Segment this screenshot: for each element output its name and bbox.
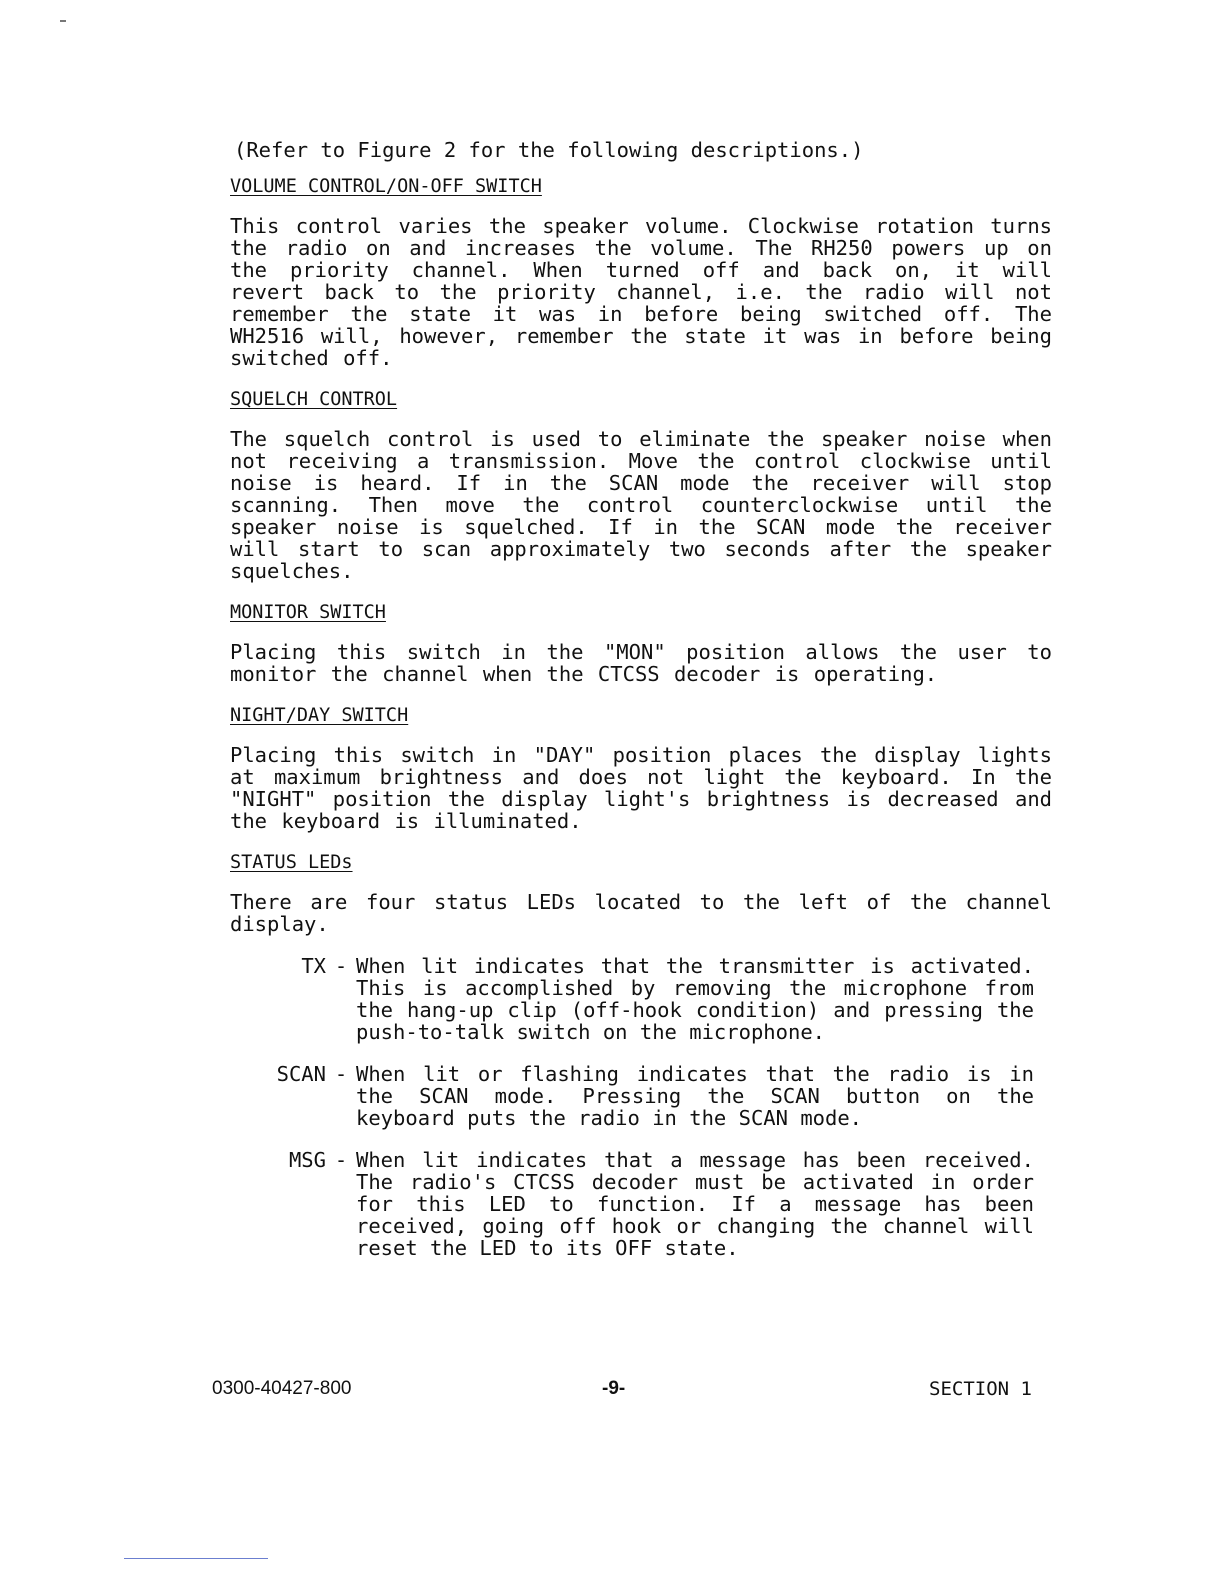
section-monitor	[222, 602, 1052, 685]
section-heading: VOLUME CONTROL/ON-OFF SWITCH	[230, 176, 542, 197]
led-dash: -	[334, 1062, 348, 1086]
section-heading: SQUELCH CONTROL	[230, 389, 398, 410]
led-dash: -	[334, 1148, 348, 1172]
bottom-rule	[124, 1558, 268, 1559]
led-label: TX	[301, 954, 326, 978]
page-footer	[212, 1378, 1032, 1408]
section-heading: MONITOR SWITCH	[230, 602, 386, 623]
document-number: 0300-40427-800	[212, 1378, 352, 1399]
section-heading: STATUS LEDs	[230, 852, 353, 873]
section-status-leds	[222, 852, 1052, 935]
section-heading: NIGHT/DAY SWITCH	[230, 705, 409, 726]
led-label: MSG	[288, 1148, 326, 1172]
led-description: When lit indicates that a message has been received. The radio's CTCSS decoder must be activated in order for this LED to function. If a message has been received, going off hook or changing the channel will reset the LED to its OFF state.	[356, 1148, 1034, 1260]
section-squelch	[222, 389, 1052, 582]
section-paragraph: Placing this switch in the "MON" position allows the user to monitor the channel when the CTCSS decoder is operating.	[230, 640, 1052, 686]
intro-text: (Refer to Figure 2 for the following descriptions.)	[234, 138, 864, 162]
section-volume	[222, 176, 1052, 369]
document-page	[222, 138, 1052, 1279]
led-dash: -	[334, 954, 348, 978]
section-paragraph: The squelch control is used to eliminate the speaker noise when not receiving a transmission. Move the control clockwise until noise is heard. If in the SCAN mode the receiver will stop scanning. Then move the control counterclockwise until the speaker noise is squelched. If in the SCAN mode the receiver will start to scan approximately two seconds after the speaker squelches.	[230, 427, 1052, 583]
section-paragraph: There are four status LEDs located to the left of the channel display.	[230, 890, 1052, 936]
scan-mark	[60, 20, 66, 22]
section-night-day	[222, 705, 1052, 832]
led-description: When lit or flashing indicates that the radio is in the SCAN mode. Pressing the SCAN button on the keyboard puts the radio in the SCAN mode.	[356, 1062, 1034, 1130]
section-paragraph: This control varies the speaker volume. Clockwise rotation turns the radio on and increases the volume. The RH250 powers up on the priority channel. When turned off and back on, it will revert back to the priority channel, i.e. the radio will not remember the state it was in before being switched off. The WH2516 will, however, remember the state it was in before being switched off.	[230, 214, 1052, 370]
page-number: -9-	[602, 1378, 626, 1399]
led-item-scan	[222, 1063, 1052, 1129]
led-label: SCAN	[276, 1062, 326, 1086]
led-item-tx	[222, 955, 1052, 1043]
section-paragraph: Placing this switch in "DAY" position places the display lights at maximum brightness and does not light the keyboard. In the "NIGHT" position the display light's brightness is decreased and the keyboard is illuminated.	[230, 743, 1052, 833]
led-item-msg	[222, 1149, 1052, 1259]
led-list	[222, 955, 1052, 1259]
led-description: When lit indicates that the transmitter is activated. This is accomplished by removing the microphone from the hang-up clip (off-hook condition) and pressing the push-to-talk switch on the microphone.	[356, 954, 1034, 1044]
section-label: SECTION 1	[929, 1378, 1032, 1400]
